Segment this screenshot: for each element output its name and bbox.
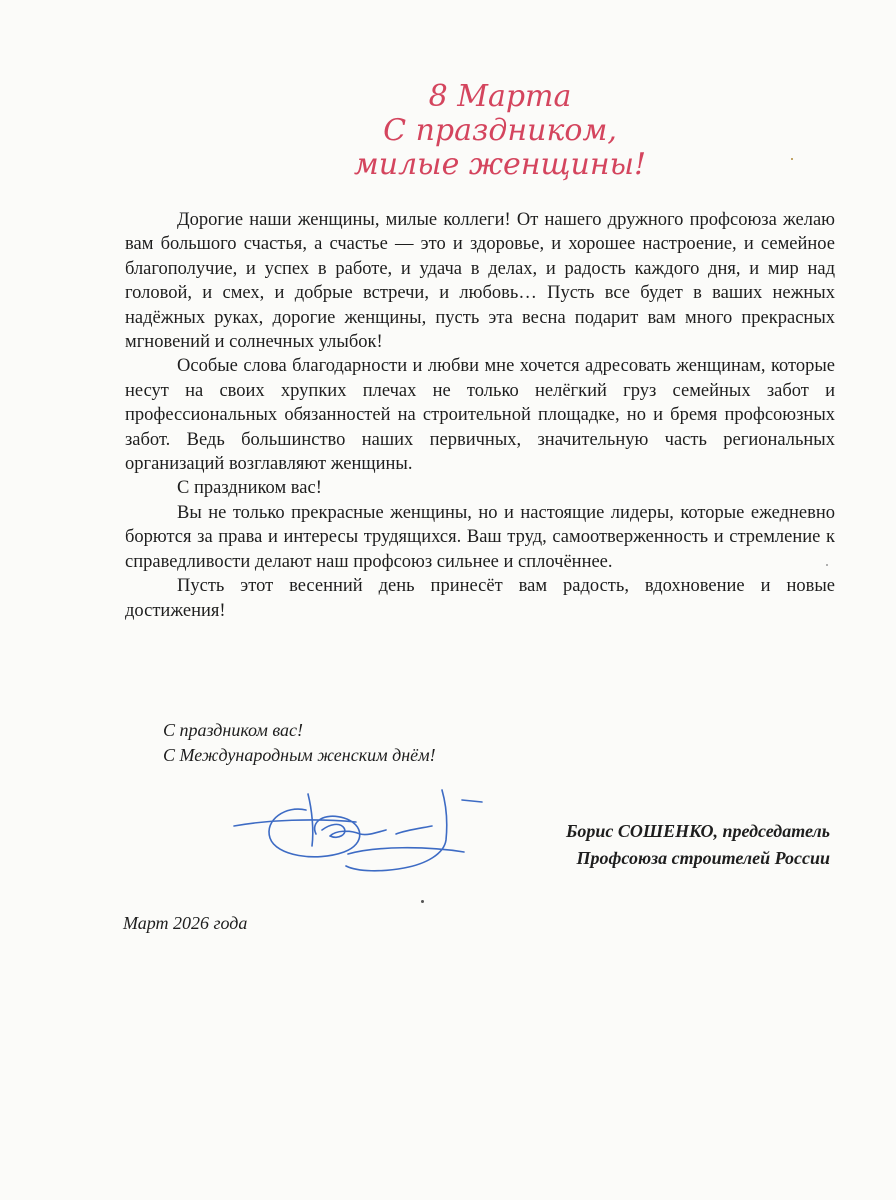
body-paragraph-3: С праздником вас! [177, 478, 322, 499]
paper-speck [421, 900, 424, 903]
paper-speck [791, 158, 793, 160]
handwritten-signature [226, 780, 496, 890]
body-paragraph-2: Особые слова благодарности и любви мне хочется адресовать женщинам, которые несут на своих хрупких плечах не только нелёгкий груз семейных забот и профессиональных обязанностей на строительной площадке, но и бремя профсоюзных забот. Ведь большинство наших первичных, значительную часть региональных организаций возглавляют женщины. [125, 356, 835, 475]
closing-line-2: С Международным женским днём! [163, 745, 436, 765]
heading-congrats-line: С праздником, [383, 113, 617, 148]
heading-address-line: милые женщины! [353, 147, 647, 182]
signer-organization: Профсоюза строителей России [576, 848, 830, 868]
signer-name-title: Борис СОШЕНКО, председатель [565, 821, 830, 841]
signer-block [566, 818, 830, 872]
greeting-heading [300, 80, 700, 182]
paper-speck [826, 564, 828, 566]
body-paragraph-4: Вы не только прекрасные женщины, но и настоящие лидеры, которые ежедневно борются за права и интересы трудящихся. Ваш труд, самоотверженность и стремление к справедливости делают наш профсоюз сильнее и сплочённее. [125, 502, 835, 572]
letter-date: Март 2026 года [123, 913, 248, 933]
body-paragraph-1: Дорогие наши женщины, милые коллеги! От нашего дружного профсоюза желаю вам большого счастья, а счастье — это и здоровье, и хорошее настроение, и семейное благополучие, и успех в работе, и удача в делах, и радость каждого дня, и мир над головой, и смех, и добрые встречи, и любовь… Пусть все будет в ваших нежных надёжных руках, дорогие женщины, пусть эта весна подарит вам много прекрасных мгновений и солнечных улыбок! [125, 210, 835, 353]
closing-line-1: С праздником вас! [163, 720, 304, 740]
body-paragraph-5: Пусть этот весенний день принесёт вам радость, вдохновение и новые достижения! [125, 576, 835, 621]
heading-date-line: 8 Марта [428, 79, 572, 114]
closing-wishes [163, 718, 436, 768]
letter-body [125, 208, 835, 623]
